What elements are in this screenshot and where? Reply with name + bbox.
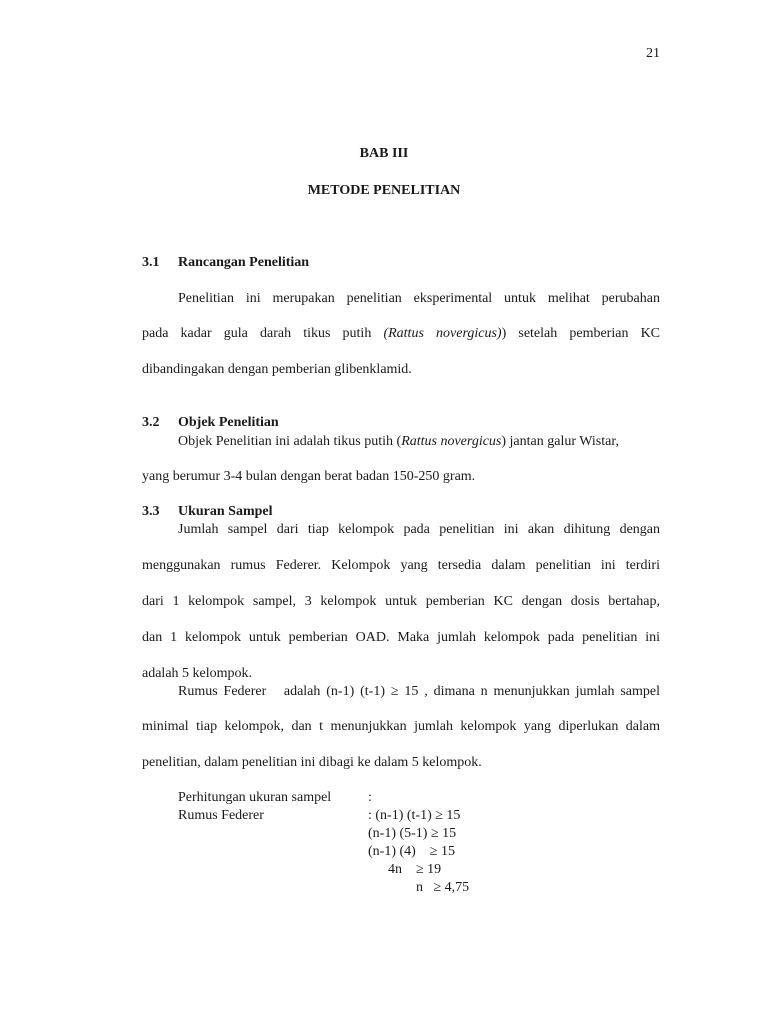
species-name: Rattus novergicus [401,434,502,449]
species-name: (Rattus novergicus) [383,326,502,341]
section-title: Objek Penelitian [178,415,279,430]
paragraph-line: yang berumur 3-4 bulan dengan berat badan 150-250 gram. [142,469,476,484]
section-number: 3.2 [142,415,160,430]
paragraph-line: dari 1 kelompok sampel, 3 kelompok untuk pemberian KC dengan dosis bertahap, [142,594,660,609]
text-fragment: pada kadar gula darah tikus putih [142,326,372,341]
text-fragment: Objek Penelitian ini adalah tikus putih ( [178,434,402,449]
page-number: 21 [646,46,660,61]
chapter-title: METODE PENELITIAN [307,183,461,198]
paragraph-line: adalah 5 kelompok. [142,666,253,681]
text-fragment: ) setelah pemberian KC [501,326,661,341]
paragraph-line: dan 1 kelompok untuk pemberian OAD. Maka jumlah kelompok pada penelitian ini [142,630,660,645]
section-title: Ukuran Sampel [178,504,273,519]
paragraph-line: minimal tiap kelompok, dan t menunjukkan jumlah kelompok yang diperlukan dalam [142,719,660,734]
text-fragment: ) jantan galur Wistar, [501,434,619,449]
paragraph-line: Penelitian ini merupakan penelitian eksperimental untuk melihat perubahan [178,291,660,306]
paragraph-line: Rumus Federer adalah (n-1) (t-1) ≥ 15 , dimana n menunjukkan jumlah sampel [178,684,660,699]
paragraph-line: menggunakan rumus Federer. Kelompok yang tersedia dalam penelitian ini terdiri [142,558,660,573]
section-number: 3.3 [142,504,160,519]
calc-step: n ≥ 4,75 [416,880,470,895]
calc-label: Rumus Federer [178,808,264,823]
section-title: Rancangan Penelitian [178,255,310,270]
calc-formula: : (n-1) (t-1) ≥ 15 [368,808,461,823]
calc-step: (n-1) (4) ≥ 15 [368,844,455,859]
calc-colon: : [368,790,372,805]
paragraph-line: dibandingakan dengan pemberian glibenklamid. [142,362,412,377]
paragraph-line [142,326,660,342]
section-number: 3.1 [142,255,160,270]
paragraph-line: penelitian, dalam penelitian ini dibagi ke dalam 5 kelompok. [142,755,482,770]
paragraph-line [178,434,660,450]
calc-label: Perhitungan ukuran sampel [178,790,332,805]
chapter-heading: BAB III [359,146,409,161]
calc-step: 4n ≥ 19 [388,862,442,877]
calc-step: (n-1) (5-1) ≥ 15 [368,826,457,841]
paragraph-line: Jumlah sampel dari tiap kelompok pada penelitian ini akan dihitung dengan [178,522,660,537]
